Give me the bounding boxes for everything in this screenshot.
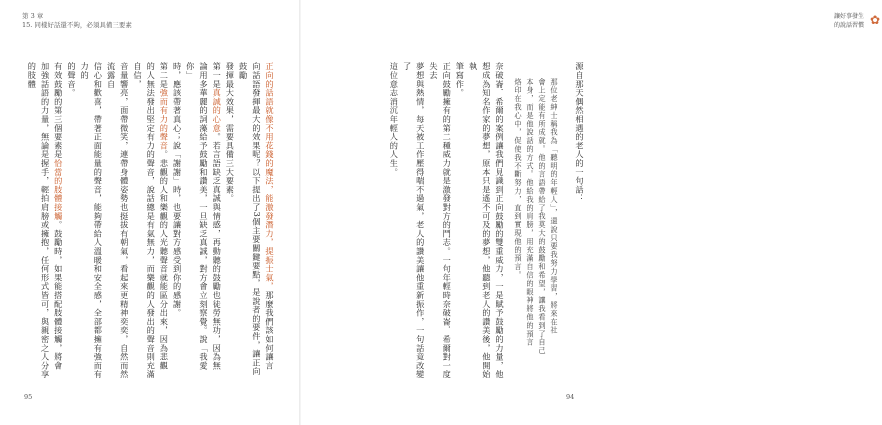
body-text: 向話語發揮最大的效果呢？以下提出了3個主要關鍵要點，是說者的要件，讓正向鼓勵 bbox=[238, 62, 262, 376]
series-title bbox=[832, 12, 866, 30]
series-title-text: 讓好事發生的說話習慣 bbox=[833, 13, 864, 29]
left-body-text bbox=[24, 62, 276, 382]
body-text: 發揮最大效果，需要具備三大要素。 bbox=[225, 62, 236, 203]
quote-line: 烙印在我心中，促使我不斷努力，直到實現他的預言。 bbox=[514, 78, 523, 280]
body-text: 加強話語的力量，無論是握手，輕拍肩膀或擁抱，任何形式皆可，與親密之人分享的肢體 bbox=[27, 62, 51, 379]
left-body-line bbox=[236, 62, 262, 382]
flower-icon: ✿ bbox=[870, 13, 881, 27]
right-body-line: 奈破崙．希爾的案例讓我們見識到正向鼓勵的雙重威力，一是賦予鼓勵的力量，他 bbox=[495, 62, 505, 379]
right-body-text bbox=[316, 62, 506, 382]
left-body-line bbox=[78, 62, 104, 382]
right-body-line: 夢想與熱情，每天被工作壓得喘不過氣，老人的讚美讓他重新振作，一句話竟改變了 bbox=[402, 62, 426, 379]
body-text: 論用多華麗的詞藻給予鼓勵和讚美，一旦缺乏真誠，對方會立刻察覺。說「我愛你」 bbox=[185, 62, 209, 370]
emphasis-text: 真誠的心意 bbox=[212, 88, 223, 133]
section-title: 15. 同樣好話還不夠，必須具備三要素 bbox=[22, 21, 132, 29]
page-number-right: 94 bbox=[566, 393, 575, 401]
quote-line: 那位老紳士稱我為「聽明的年輕人」，還說只要我努力學習，將來在社 bbox=[550, 78, 559, 335]
left-body-line bbox=[210, 62, 223, 382]
chapter-label: 第 3 章 bbox=[22, 12, 44, 20]
emphasis-text: 正向的話語就像不用花錢的魔法，能激發潛力，提振士氣， bbox=[265, 62, 275, 291]
body-text: 。悲觀的人和樂觀的人光聽聲音就能區分出來，因為悲觀 bbox=[159, 150, 170, 371]
left-body-line bbox=[52, 62, 65, 382]
emphasis-text: 強而有力的聲音 bbox=[159, 88, 170, 151]
left-body-line bbox=[157, 62, 170, 382]
running-head bbox=[22, 12, 132, 30]
left-body-line bbox=[104, 62, 130, 382]
body-text: 。鼓勵時，如果能搭配肢體接觸，將會 bbox=[53, 220, 64, 371]
right-page bbox=[300, 0, 881, 425]
emphasis-text: 恰當的肢體接觸 bbox=[53, 158, 64, 221]
quote-line: 會上定能有所成就。他的言語帶給了我莫大的鼓勵和希望，讓我看到了自己 bbox=[538, 78, 547, 356]
right-body-line: 想成為知名作家的夢想，原本只是遙不可及的夢想，他聽到老人的讚美後，他開始執 bbox=[468, 62, 492, 379]
right-body-line: 正向鼓勵擁有的第二種威力就是激發對方的鬥志。一句年輕時奈破崙．希爾對一度失去 bbox=[428, 62, 453, 379]
left-body-line bbox=[25, 62, 51, 382]
left-body-line bbox=[65, 62, 78, 382]
intro-text bbox=[562, 62, 586, 382]
left-body-line bbox=[223, 62, 236, 382]
body-text: 那麼我們該如何讓言 bbox=[265, 290, 275, 371]
body-text: 第二是 bbox=[159, 62, 170, 89]
intro-line: 源自那天偶然相遇的老人的一句話： bbox=[575, 62, 585, 203]
left-page bbox=[0, 0, 300, 425]
left-body-line bbox=[263, 62, 276, 382]
quote-line: 本身，而是他說話的方式。他給我的肩膀，用充滿自信的眼神將他的預言 bbox=[526, 78, 535, 347]
body-text: 時，應該帶著真心；說「謝謝」時，也要讓對方感受到你的感謝。 bbox=[172, 62, 183, 318]
body-text: 的人無法發出堅定有力的聲音，說話總是有氣無力，而樂觀的人發出的聲音則充滿自信， bbox=[132, 62, 157, 379]
body-text: 音量響亮，面帶微笑，連帶身體姿勢也挺拔有朝氣，看起來更精神奕奕，自然而然流露自 bbox=[106, 62, 130, 379]
right-body-line: 筆寫作。 bbox=[455, 62, 466, 98]
right-body-line: 這位意志消沉年輕人的人生。 bbox=[389, 62, 400, 177]
body-text: 。若言語缺乏真誠與情感，再動聽的鼓勵也徒勞無功，因為無 bbox=[212, 132, 223, 371]
body-text: 的聲音。 bbox=[66, 62, 77, 98]
left-body-line bbox=[170, 62, 183, 382]
body-text: 第一是 bbox=[212, 62, 223, 89]
quote-block bbox=[510, 78, 560, 378]
page-number-left: 95 bbox=[24, 393, 33, 401]
body-text: 信心和歡喜，帶著正面能量的聲音，能夠帶給人溫暖和安全感，全部都擁有強而有力的 bbox=[80, 62, 104, 379]
left-body-line bbox=[131, 62, 157, 382]
left-body-line bbox=[184, 62, 210, 382]
body-text: 有效鼓勵的第三個要素是 bbox=[53, 62, 64, 159]
